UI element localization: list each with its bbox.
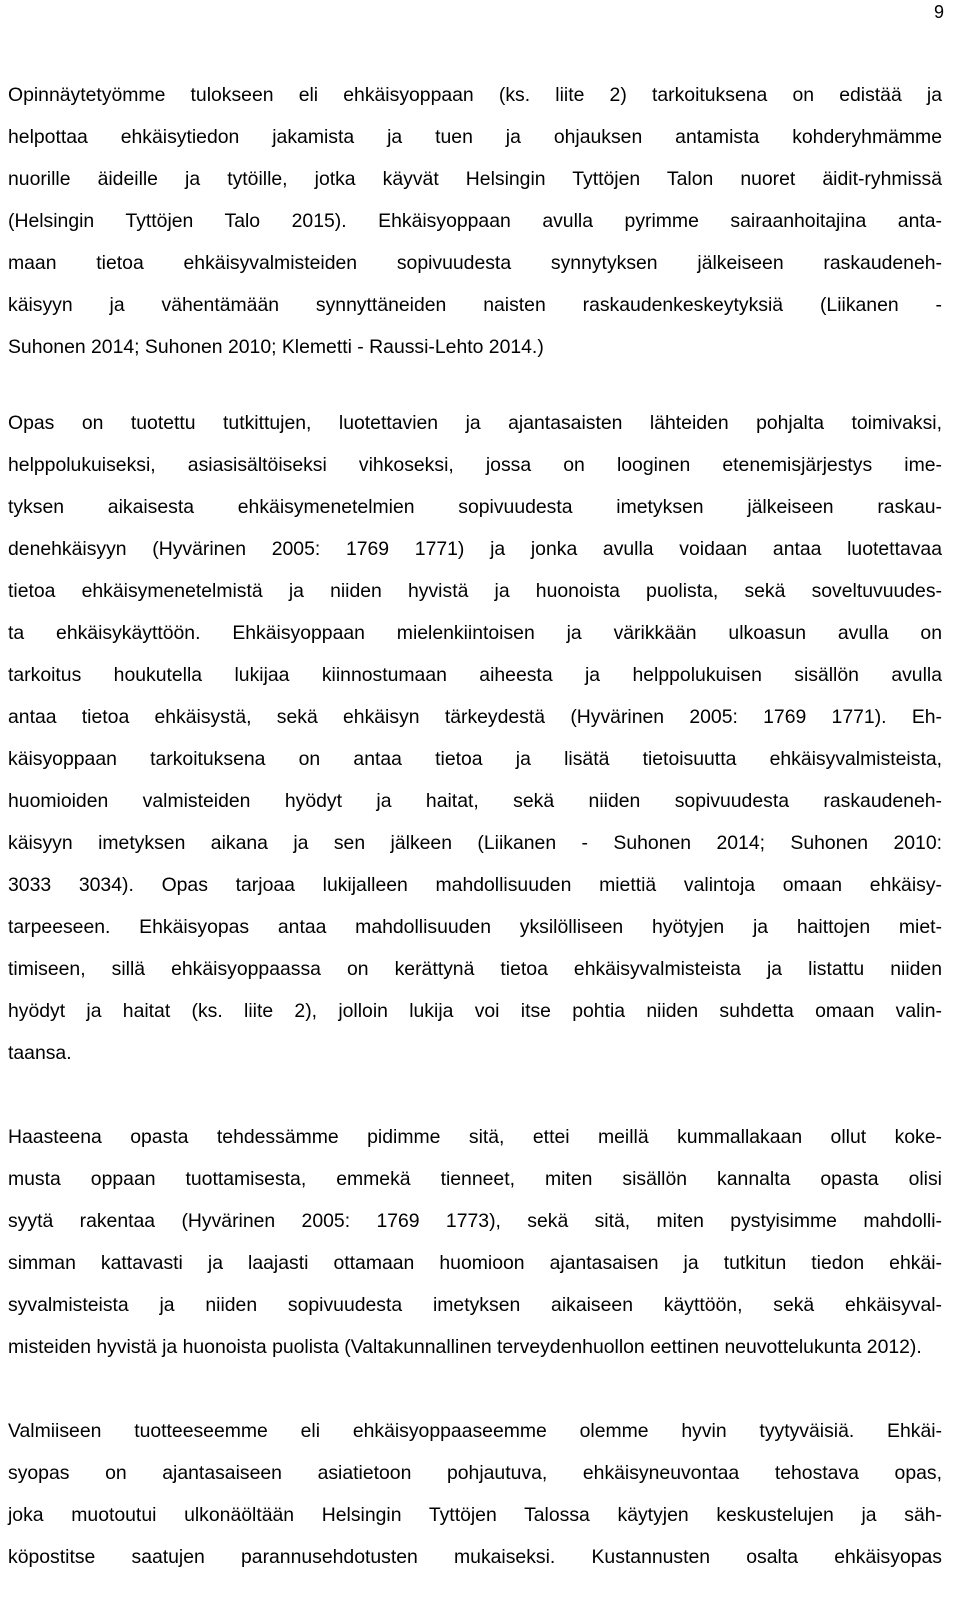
- text-line: denehkäisyyn (Hyvärinen 2005: 1769 1771) ja jonka avulla voidaan antaa luotettavaa: [8, 538, 942, 560]
- text-line: timiseen, sillä ehkäisyoppaassa on kerättynä tietoa ehkäisyvalmisteista ja listattu niiden: [8, 958, 942, 980]
- text-line: käisyyn imetyksen aikana ja sen jälkeen (Liikanen - Suhonen 2014; Suhonen 2010:: [8, 832, 942, 854]
- text-line: ta ehkäisykäyttöön. Ehkäisyoppaan mielenkiintoisen ja värikkään ulkoasun avulla on: [8, 622, 942, 644]
- text-line: musta oppaan tuottamisesta, emmekä tienneet, miten sisällön kannalta opasta olisi: [8, 1168, 942, 1190]
- text-line: helppolukuiseksi, asiasisältöiseksi vihkoseksi, jossa on looginen etenemisjärjestys ime-: [8, 454, 942, 476]
- text-line: antaa tietoa ehkäisystä, sekä ehkäisyn tärkeydestä (Hyvärinen 2005: 1769 1771). Eh-: [8, 706, 942, 728]
- text-line: Haasteena opasta tehdessämme pidimme sitä, ettei meillä kummallakaan ollut koke-: [8, 1126, 942, 1148]
- text-line: Opinnäytetyömme tulokseen eli ehkäisyoppaan (ks. liite 2) tarkoituksena on edistää ja: [8, 84, 942, 106]
- text-line: (Helsingin Tyttöjen Talo 2015). Ehkäisyoppaan avulla pyrimme sairaanhoitajina anta-: [8, 210, 942, 232]
- paragraph-1: [8, 74, 942, 368]
- paragraph-3: [8, 1116, 942, 1368]
- text-line: nuorille äideille ja tytöille, jotka käyvät Helsingin Tyttöjen Talon nuoret äidit-ryhmissä: [8, 168, 942, 190]
- paragraph-4: [8, 1410, 942, 1578]
- text-line: 3033 3034). Opas tarjoaa lukijalleen mahdollisuuden miettiä valintoja omaan ehkäisy-: [8, 874, 942, 896]
- text-line: maan tietoa ehkäisyvalmisteiden sopivuudesta synnytyksen jälkeiseen raskaudeneh-: [8, 252, 942, 274]
- text-line: huomioiden valmisteiden hyödyt ja haitat, sekä niiden sopivuudesta raskaudeneh-: [8, 790, 942, 812]
- text-line: syytä rakentaa (Hyvärinen 2005: 1769 1773), sekä sitä, miten pystyisimme mahdolli-: [8, 1210, 942, 1232]
- text-line: taansa.: [8, 1042, 72, 1064]
- text-line: misteiden hyvistä ja huonoista puolista (Valtakunnallinen terveydenhuollon eettinen neuvottelukunta 2012).: [8, 1336, 922, 1358]
- text-line: tietoa ehkäisymenetelmistä ja niiden hyvistä ja huonoista puolista, sekä soveltuvuudes-: [8, 580, 942, 602]
- page-number: 9: [933, 2, 944, 22]
- text-line: Suhonen 2014; Suhonen 2010; Klemetti - Raussi-Lehto 2014.): [8, 336, 544, 358]
- text-line: hyödyt ja haitat (ks. liite 2), jolloin lukija voi itse pohtia niiden suhdetta omaan valin-: [8, 1000, 942, 1022]
- text-line: syopas on ajantasaiseen asiatietoon pohjautuva, ehkäisyneuvontaa tehostava opas,: [8, 1462, 942, 1484]
- text-line: Opas on tuotettu tutkittujen, luotettavien ja ajantasaisten lähteiden pohjalta toimivaksi,: [8, 412, 942, 434]
- text-line: simman kattavasti ja laajasti ottamaan huomioon ajantasaisen ja tutkitun tiedon ehkäi-: [8, 1252, 942, 1274]
- text-line: joka muotoutui ulkonäöltään Helsingin Tyttöjen Talossa käytyjen keskustelujen ja säh-: [8, 1504, 942, 1526]
- text-line: helpottaa ehkäisytiedon jakamista ja tuen ja ohjauksen antamista kohderyhmämme: [8, 126, 942, 148]
- text-line: tarpeeseen. Ehkäisyopas antaa mahdollisuuden yksilölliseen hyötyjen ja haittojen miet-: [8, 916, 942, 938]
- text-line: käisyyn ja vähentämään synnyttäneiden naisten raskaudenkeskeytyksiä (Liikanen -: [8, 294, 942, 316]
- text-line: tyksen aikaisesta ehkäisymenetelmien sopivuudesta imetyksen jälkeiseen raskau-: [8, 496, 942, 518]
- document-body: [8, 74, 942, 1578]
- paragraph-2: [8, 402, 942, 1074]
- text-line: syvalmisteista ja niiden sopivuudesta imetyksen aikaiseen käyttöön, sekä ehkäisyval-: [8, 1294, 942, 1316]
- text-line: tarkoitus houkutella lukijaa kiinnostumaan aiheesta ja helppolukuisen sisällön avulla: [8, 664, 942, 686]
- text-line: köpostitse saatujen parannusehdotusten mukaiseksi. Kustannusten osalta ehkäisyopas: [8, 1546, 942, 1568]
- text-line: käisyoppaan tarkoituksena on antaa tietoa ja lisätä tietoisuutta ehkäisyvalmisteista,: [8, 748, 942, 770]
- text-line: Valmiiseen tuotteeseemme eli ehkäisyoppaaseemme olemme hyvin tyytyväisiä. Ehkäi-: [8, 1420, 942, 1442]
